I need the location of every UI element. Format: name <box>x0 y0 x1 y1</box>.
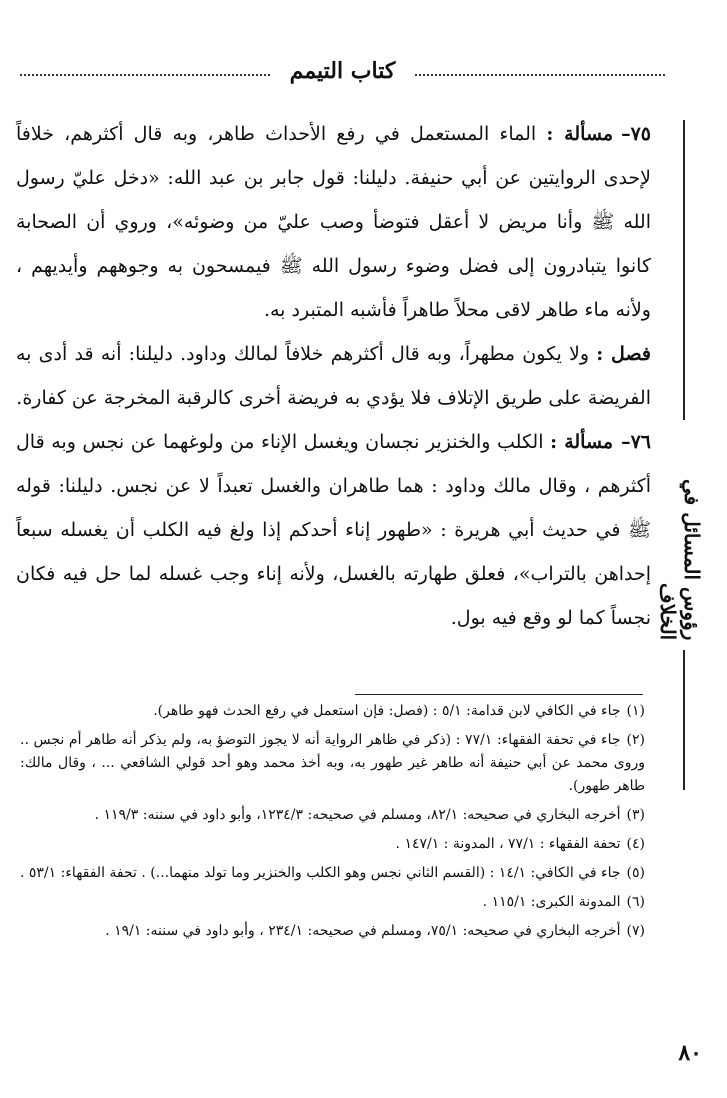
main-text <box>16 112 651 640</box>
paragraph-fasl <box>16 332 651 420</box>
footnote-number: (٤) <box>626 836 645 852</box>
side-running-title: رؤوس المسائل في الخلاف <box>656 478 704 640</box>
paragraph-text: ولا يكون مطهراً، وبه قال أكثرهم خلافاً لمالك وداود. دليلنا: أنه قد أدى به الفريضة على طريق الإتلاف فلا يؤدي به فريضة أخرى كالرقبة المخرجة عن كفارة. <box>16 343 651 409</box>
footnote <box>20 804 645 827</box>
footnote-text: أخرجه البخاري في صحيحه: ٧٥/١، ومسلم في صحيحه: ٢٣٤/١ ، وأبو داود في سننه: ١٩/١ . <box>105 923 621 939</box>
header-rule-right <box>415 74 665 76</box>
header-rule-left <box>20 74 270 76</box>
issue-heading: مسألة : <box>546 123 614 145</box>
footnote-text: جاء في الكافي: ١٤/١ : (القسم الثاني نجس وهو الكلب والخنزير وما تولد منهما...) . تحفة الفقهاء: ٥٣/١ . <box>19 865 621 881</box>
footnote <box>20 729 645 798</box>
section-heading: فصل : <box>596 343 651 365</box>
issue-number: ٧٦– <box>621 431 652 453</box>
footnote-number: (٥) <box>626 865 645 881</box>
footnote-number: (٣) <box>626 807 645 823</box>
footnote-separator <box>355 694 643 695</box>
footnotes <box>20 700 645 949</box>
issue-heading: مسألة : <box>550 431 614 453</box>
footnote-text: جاء في تحفة الفقهاء: ٧٧/١ : (ذكر في ظاهر الرواية أنه لا يجوز التوضؤ به، ولم يذكر أنه طاهر أم نجس .. وروى محمد عن أبي حنيفة أنه طاهر غير طهور به، وبه أخذ محمد وهو أحد قولي الشافعي ... ، وقال مالك: طاهر طهور). <box>20 732 645 794</box>
issue-number: ٧٥– <box>621 123 651 145</box>
footnote-number: (٢) <box>626 732 645 748</box>
paragraph-masala-76 <box>16 420 651 640</box>
footnote-text: أخرجه البخاري في صحيحه: ٨٢/١، ومسلم في صحيحه: ١٢٣٤/٣، وأبو داود في سننه: ١١٩/٣ . <box>94 807 621 823</box>
footnote-text: المدونة الكبرى: ١١٥/١ . <box>482 894 621 910</box>
footnote <box>20 700 645 723</box>
footnote-number: (٦) <box>626 894 645 910</box>
footnote-text: تحفة الفقهاء : ٧٧/١ ، المدونة : ١٤٧/١ . <box>395 836 621 852</box>
paragraph-text: الماء المستعمل في رفع الأحداث طاهر، وبه قال أكثرهم، خلافاً لإحدى الروايتين عن أبي حنيفة. دليلنا: قول جابر بن عبد الله: «دخل عليّ رسول الله ﷺ وأنا مريض لا أعقل فتوضأ وصب عليّ من وضوئه»، وروي أن الصحابة كانوا يتبادرون إلى فضل وضوء رسول الله ﷺ فيمسحون به وجوههم وأيديهم ، ولأنه ماء طاهر لاقى محلاً طاهراً فأشبه المتبرد به. <box>16 123 651 321</box>
running-header <box>20 58 720 86</box>
chapter-title: كتاب التيمم <box>289 58 396 84</box>
page-number: ٨٠ <box>678 1040 702 1066</box>
footnote-text: جاء في الكافي لابن قدامة: ٥/١ : (فصل: فإن استعمل في رفع الحدث فهو طاهر). <box>153 703 621 719</box>
side-rule-bottom <box>683 650 685 790</box>
footnote <box>20 920 645 943</box>
side-rule-top <box>683 120 685 420</box>
paragraph-text: الكلب والخنزير نجسان ويغسل الإناء من ولوغهما عن نجس وبه قال أكثرهم ، وقال مالك وداود : هما طاهران والغسل تعبداً لا عن نجس. دليلنا: قوله ﷺ في حديث أبي هريرة : «طهور إناء أحدكم إذا ولغ فيه الكلب أن يغسله سبعاً إحداهن بالتراب»، فعلق طهارته بالغسل، ولأنه إناء وجب غسله لما حل فيه فكان نجساً كما لو وقع فيه بول. <box>16 431 651 629</box>
footnote-number: (٧) <box>626 923 645 939</box>
paragraph-masala-75 <box>16 112 651 332</box>
footnote <box>20 833 645 856</box>
footnote <box>20 891 645 914</box>
footnote <box>20 862 645 885</box>
footnote-number: (١) <box>626 703 645 719</box>
